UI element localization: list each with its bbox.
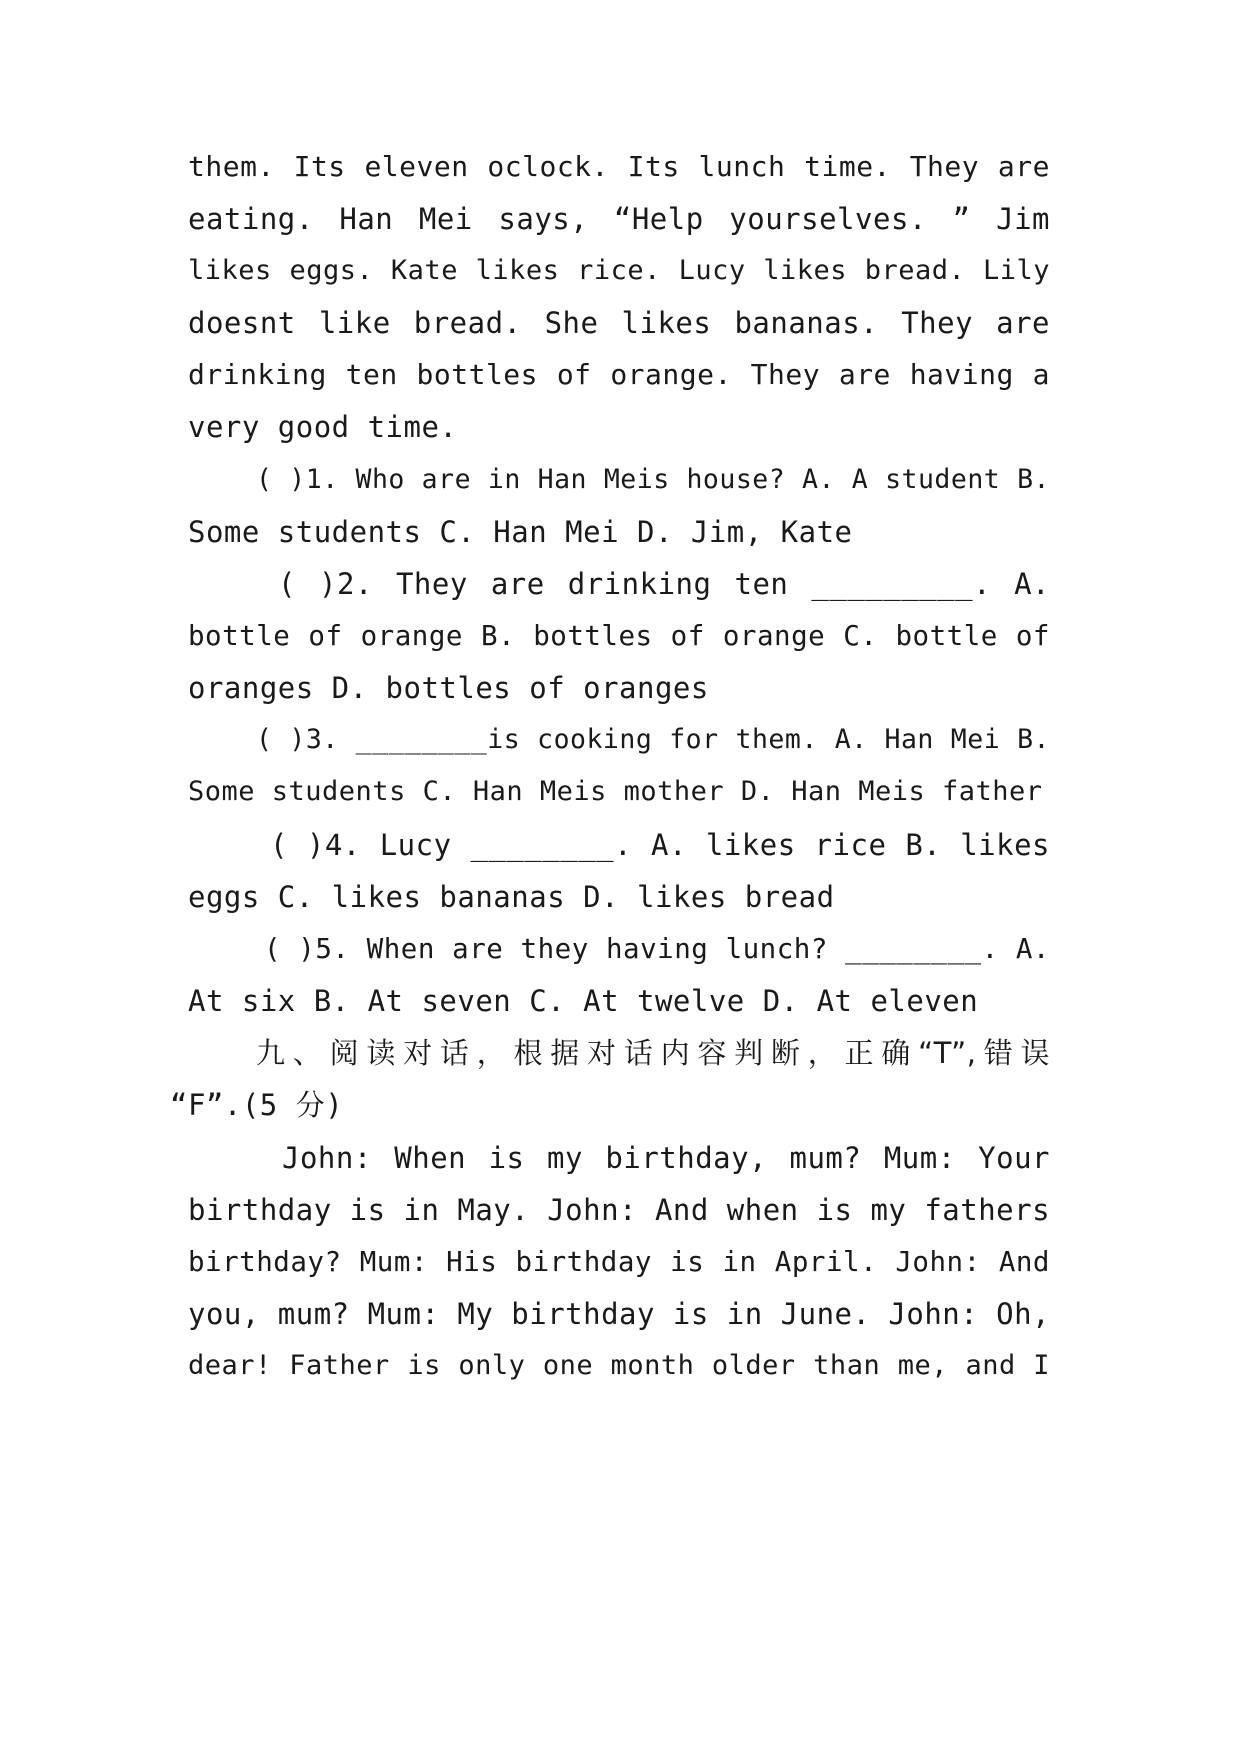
passage-line: very good time.	[188, 410, 458, 444]
passage-line: eating. Han Mei says, “Help yourselves. ” Jim	[188, 202, 1050, 236]
dialogue-line: John: When is my birthday, mum? Mum: Your	[282, 1141, 1050, 1175]
question-5-line-1: ( )5. When are they having lunch? ________. A.	[264, 933, 1050, 965]
dialogue-line: dear! Father is only one month older than me, and I	[188, 1350, 1050, 1381]
question-2-line-1: ( )2. They are drinking ten _________. A.	[278, 567, 1050, 601]
question-2-line-2: bottle of orange B. bottles of orange C. bottle of	[188, 620, 1050, 652]
dialogue-line: birthday is in May. John: And when is my fathers	[188, 1193, 1051, 1227]
question-2-line-3: oranges D. bottles of oranges	[188, 671, 709, 705]
question-3-line-1: ( )3. ________is cooking for them. A. Han Mei B.	[256, 724, 1050, 755]
dialogue-line: birthday? Mum: His birthday is in April. John: And	[188, 1246, 1050, 1278]
question-4-line-1: ( )4. Lucy ________. A. likes rice B. likes	[270, 828, 1050, 862]
dialogue-line: you, mum? Mum: My birthday is in June. John: Oh,	[188, 1297, 1051, 1331]
question-5-line-2: At six B. At seven C. At twelve D. At eleven	[188, 984, 979, 1018]
passage-line: them. Its eleven oclock. Its lunch time. They are	[188, 150, 1050, 183]
question-1-line-2: Some students C. Han Mei D. Jim, Kate	[188, 515, 853, 549]
passage-line: doesnt like bread. She likes bananas. They are	[188, 306, 1050, 340]
question-4-line-2: eggs C. likes bananas D. likes bread	[188, 880, 835, 914]
section-heading: 九、阅读对话，根据对话内容判断，正确“T”,错误	[256, 1036, 1050, 1070]
passage-line: drinking ten bottles of orange. They are having a	[188, 358, 1050, 391]
question-1-line-1: ( )1. Who are in Han Meis house? A. A student B.	[256, 464, 1050, 495]
passage-line: likes eggs. Kate likes rice. Lucy likes bread. Lily	[188, 255, 1050, 286]
section-heading-continued: “F”.(5 分)	[170, 1088, 344, 1122]
question-3-line-2: Some students C. Han Meis mother D. Han Meis father	[188, 776, 1043, 807]
